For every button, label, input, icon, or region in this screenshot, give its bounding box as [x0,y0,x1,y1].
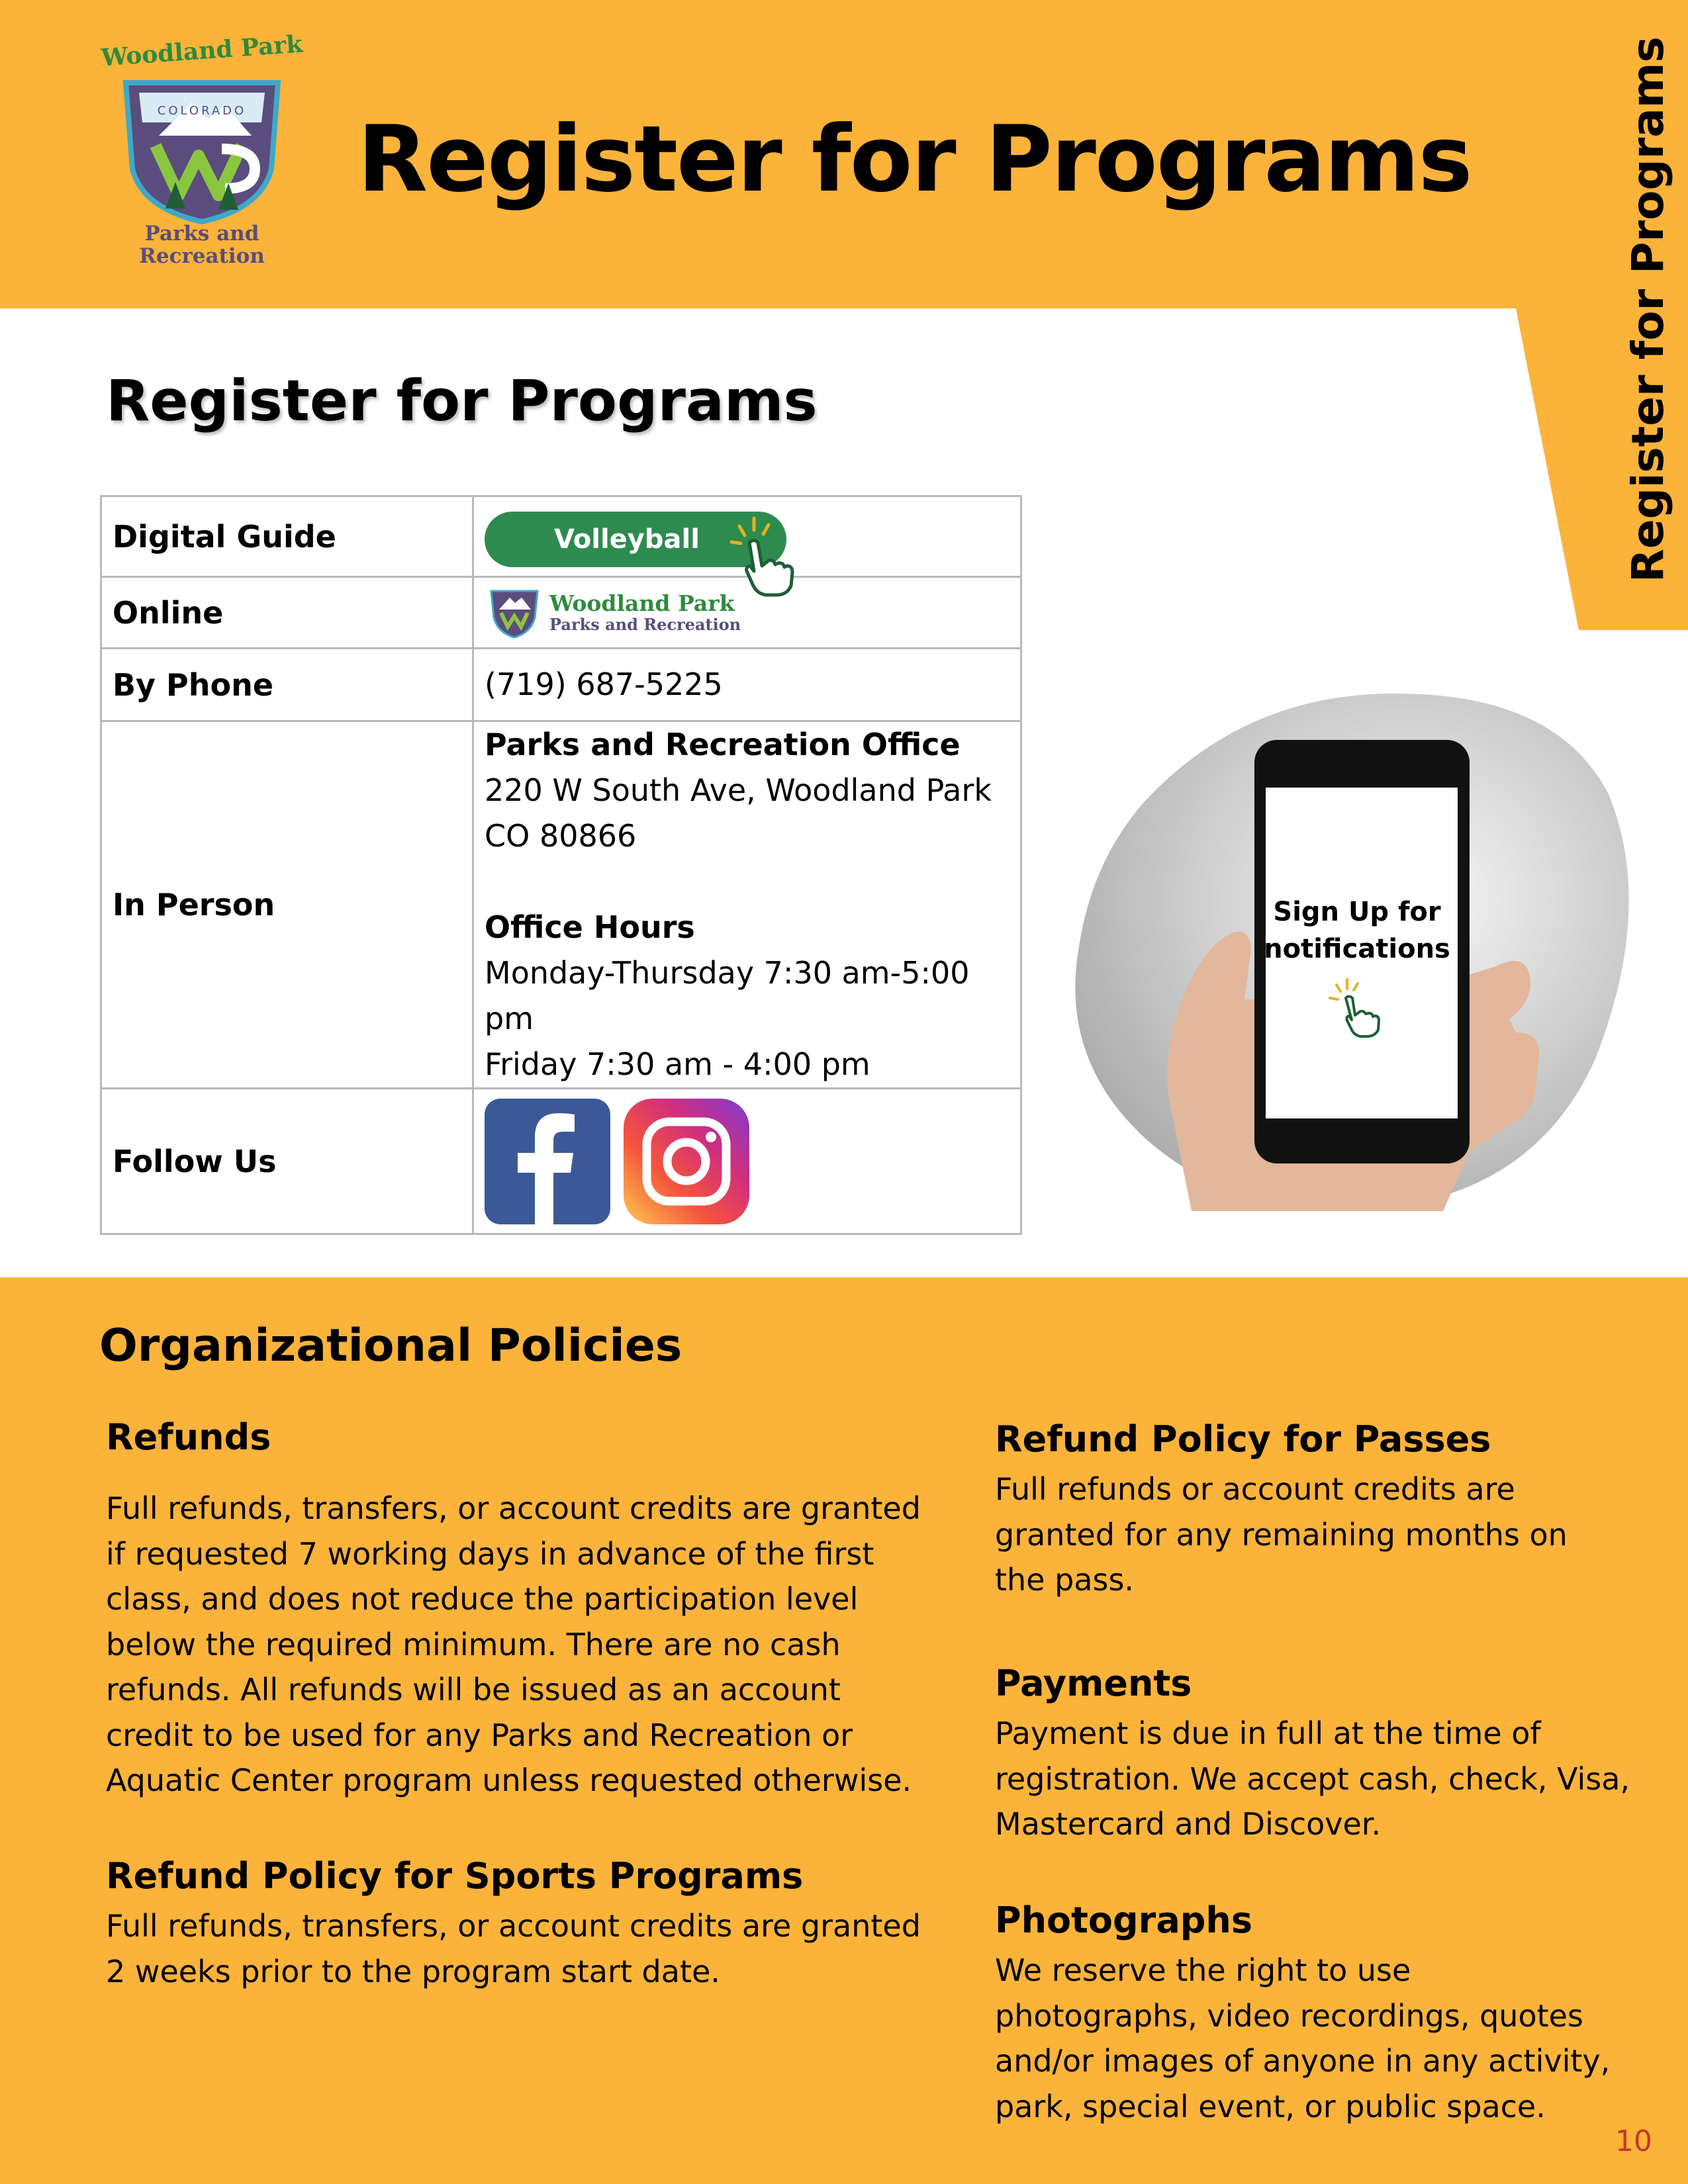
spacer [485,859,1020,905]
text-line: if requested 7 working days in advance of the first [106,1535,874,1572]
text-line: We reserve the right to use [995,1952,1411,1988]
text-line: 2 weeks prior to the program start date. [106,1953,720,1989]
digital-guide-label: Digital Guide [101,496,473,577]
table-row [101,496,1021,577]
refunds-heading: Refunds [106,1416,271,1458]
sports-refund-text [106,1903,921,1994]
registration-table [100,495,1022,1235]
text-line: below the required minimum. There are no cash [106,1626,841,1662]
volleyball-button-label: Volleyball [554,523,700,555]
logo-subtitle-1: Parks and [144,222,259,246]
text-line: Full refunds, transfers, or account credits are granted [106,1490,921,1526]
logo-name: Woodland Park [100,30,304,72]
refunds-text [106,1486,921,1803]
text-line: photographs, video recordings, quotes [995,1997,1583,2034]
woodland-park-mini-logo [485,583,544,643]
text-line: Full refunds or account credits are [995,1471,1515,1507]
photographs-heading: Photographs [995,1899,1252,1941]
passes-refund-heading: Refund Policy for Passes [995,1418,1491,1460]
side-tab-label: Register for Programs [1622,36,1673,582]
in-person-label: In Person [101,721,473,1089]
text-line: Full refunds, transfers, or account credits are granted [106,1908,921,1944]
policies-title: Organizational Policies [99,1320,682,1372]
table-row [101,577,1021,649]
online-logo-name: Woodland Park [549,590,735,616]
page-number: 10 [1615,2124,1652,2158]
office-hours-line-1: Monday-Thursday 7:30 am-5:00 pm [485,955,970,1036]
follow-us-label: Follow Us [101,1089,473,1234]
pointer-hand-icon [713,513,799,599]
text-line: park, special event, or public space. [995,2088,1546,2124]
table-row [101,1089,1021,1234]
office-hours-line-2: Friday 7:30 am - 4:00 pm [485,1046,870,1082]
office-hours-title: Office Hours [485,909,695,945]
phone-promo-text [1258,893,1456,968]
payments-heading: Payments [995,1662,1192,1704]
page-title: Register for Programs [357,106,1472,212]
online-logo-subtitle: Parks and Recreation [549,614,741,634]
in-person-cell [473,721,1021,1089]
social-cell [473,1089,1021,1234]
office-name: Parks and Recreation Office [485,727,961,762]
phone-label: By Phone [101,649,473,721]
text-line: Mastercard and Discover. [995,1806,1382,1842]
logo-state-text: COLORADO [157,104,247,118]
text-line: Payment is due in full at the time of [995,1715,1541,1751]
address-line-1: 220 W South Ave, Woodland Park [485,772,992,808]
address-line-2: CO 80866 [485,818,637,854]
text-line: and/or images of anyone in any activity, [995,2043,1611,2079]
text-line: the pass. [995,1562,1135,1598]
text-line: Aquatic Center program unless requested otherwise. [106,1762,912,1798]
phone-value[interactable]: (719) 687-5225 [473,649,1021,721]
text-line: registration. We accept cash, check, Visa, [995,1760,1630,1797]
volleyball-button[interactable] [485,512,786,567]
sports-refund-heading: Refund Policy for Sports Programs [106,1855,804,1897]
text-line: credit to be used for any Parks and Recreation or [106,1717,853,1753]
table-row [101,649,1021,721]
digital-guide-cell [473,496,1021,577]
photographs-text [995,1948,1610,2129]
text-line: granted for any remaining months on [995,1516,1568,1553]
text-line: class, and does not reduce the participation level [106,1581,859,1617]
phone-promo-line-2: notifications [1264,934,1450,964]
table-row [101,721,1021,1089]
phone-promo-line-1: Sign Up for [1273,897,1441,927]
logo-subtitle [113,222,291,267]
payments-text [995,1711,1630,1847]
section-title: Register for Programs [106,368,818,434]
passes-refund-text [995,1467,1568,1603]
text-line: refunds. All refunds will be issued as an account [106,1672,841,1707]
logo-subtitle-2: Recreation [139,244,265,268]
facebook-icon[interactable] [485,1099,610,1224]
instagram-icon[interactable] [624,1099,749,1224]
online-label: Online [101,577,473,649]
